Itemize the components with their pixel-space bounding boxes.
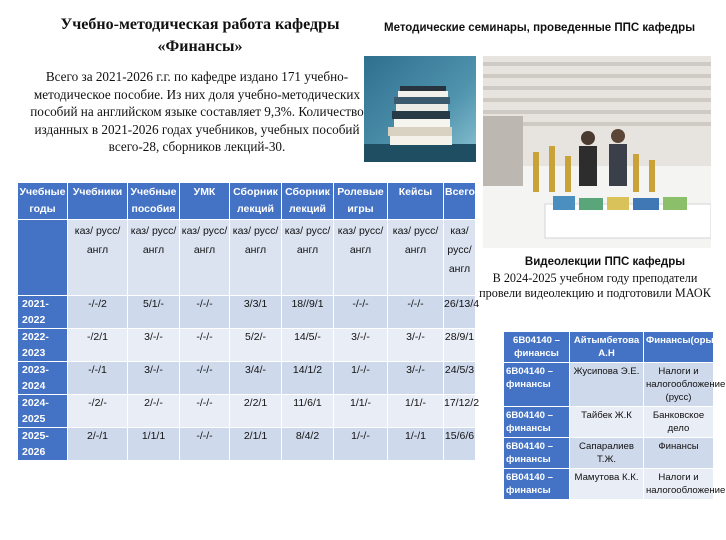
cell-lectures-1: 5/2/-	[230, 329, 282, 362]
subheader-lang: каз/ русс/ англ	[180, 220, 230, 296]
col-header-lecturer: Айтымбетова А.Н	[570, 332, 644, 363]
table-row	[18, 362, 476, 395]
program-code: 6В04140 – финансы	[504, 469, 570, 500]
cell-textbooks: -/2/-	[68, 395, 128, 428]
cell-lectures-1: 2/2/1	[230, 395, 282, 428]
col-header-umk: УМК	[180, 183, 230, 220]
table-row	[18, 329, 476, 362]
cell-role-games: -/-/-	[334, 296, 388, 329]
cell-umk: -/-/-	[180, 296, 230, 329]
cell-manuals: 2/-/-	[128, 395, 180, 428]
table-header-row	[18, 183, 476, 220]
col-header-lectures-1: Сборник лекций	[230, 183, 282, 220]
cell-lectures-2: 14/5/-	[282, 329, 334, 362]
table-row	[18, 428, 476, 461]
discipline: Финансы	[644, 438, 714, 469]
col-header-manuals: Учебные пособия	[128, 183, 180, 220]
cell-total: 28/9/1	[444, 329, 476, 362]
cell-manuals: 1/1/1	[128, 428, 180, 461]
table-row	[504, 469, 714, 500]
subheader-blank	[18, 220, 68, 296]
cell-total: 24/5/3	[444, 362, 476, 395]
video-lectures-text: В 2024-2025 учебном году преподатели провели видеолекцию и подготовили МАОК	[479, 271, 711, 300]
cell-role-games: 1/1/-	[334, 395, 388, 428]
program-code: 6В04140 – финансы	[504, 438, 570, 469]
program-code: 6В04140 – финансы	[504, 363, 570, 407]
cell-total: 15/6/6	[444, 428, 476, 461]
col-header-total: Всего	[444, 183, 476, 220]
cell-role-games: 1/-/-	[334, 428, 388, 461]
cell-lectures-1: 3/4/-	[230, 362, 282, 395]
subheader-lang: каз/ русс/ англ	[230, 220, 282, 296]
discipline: Налоги и налогообложение (русс)	[644, 363, 714, 407]
cell-lectures-2: 14/1/2	[282, 362, 334, 395]
cell-textbooks: 2/-/1	[68, 428, 128, 461]
discipline: Налоги и налогообложение	[644, 469, 714, 500]
video-lecturers-table	[503, 331, 726, 500]
cell-manuals: 5/1/-	[128, 296, 180, 329]
cell-total: 17/12/2	[444, 395, 476, 428]
col-header-discipline: Финансы(орыс)	[644, 332, 714, 363]
col-header-role-games: Ролевые игры	[334, 183, 388, 220]
cell-cases: 1/-/1	[388, 428, 444, 461]
publications-table	[17, 182, 480, 461]
table-header-row	[504, 332, 714, 363]
lecturer-name: Мамутова К.К.	[570, 469, 644, 500]
col-header-textbooks: Учебники	[68, 183, 128, 220]
col-header-lectures-2: Сборник лекций	[282, 183, 334, 220]
cell-cases: -/-/-	[388, 296, 444, 329]
cell-lectures-1: 2/1/1	[230, 428, 282, 461]
lecturer-name: Тайбек Ж.К	[570, 407, 644, 438]
col-header-years: Учебные годы	[18, 183, 68, 220]
cell-lectures-2: 18//9/1	[282, 296, 334, 329]
row-year: 2021-2022	[18, 296, 68, 329]
cell-role-games: 3/-/-	[334, 329, 388, 362]
cell-cases: 1/1/-	[388, 395, 444, 428]
table-row	[504, 407, 714, 438]
seminars-title: Методические семинары, проведенные ППС кафедры	[384, 22, 696, 34]
cell-umk: -/-/-	[180, 362, 230, 395]
cell-lectures-2: 8/4/2	[282, 428, 334, 461]
cell-role-games: 1/-/-	[334, 362, 388, 395]
table-row	[18, 395, 476, 428]
cell-textbooks: -/-/1	[68, 362, 128, 395]
table-row	[504, 363, 714, 407]
table-row	[504, 438, 714, 469]
cell-textbooks: -/2/1	[68, 329, 128, 362]
col-header-cases: Кейсы	[388, 183, 444, 220]
table-subheader-row	[18, 220, 476, 296]
row-year: 2022-2023	[18, 329, 68, 362]
subheader-lang: каз/ русс/ англ	[334, 220, 388, 296]
cell-cases: 3/-/-	[388, 329, 444, 362]
video-lectures-title: Видеолекции ППС кафедры	[524, 256, 686, 268]
discipline: Банковское дело	[644, 407, 714, 438]
page-title: Учебно-методическая работа кафедры «Финансы»	[60, 16, 340, 55]
subheader-lang: каз/ русс/ англ	[388, 220, 444, 296]
intro-paragraph: Всего за 2021-2026 г.г. по кафедре издано 171 учебно-методическое пособие. Из них доля учебно-методических пособий на английском языке составляет 9,3%. Количество изданных в 2021-2026 годах учебников, учебных пособий всего-28, сборников лекций-30.	[30, 69, 364, 154]
cell-total: 26/13/4	[444, 296, 476, 329]
lecturer-name: Сапаралиев Т.Ж.	[570, 438, 644, 469]
program-code: 6В04140 – финансы	[504, 407, 570, 438]
cell-manuals: 3/-/-	[128, 329, 180, 362]
cell-manuals: 3/-/-	[128, 362, 180, 395]
subheader-lang: каз/ русс/ англ	[282, 220, 334, 296]
books-photo	[364, 56, 476, 162]
table-row	[18, 296, 476, 329]
row-year: 2025-2026	[18, 428, 68, 461]
lecturer-name: Жусипова Э.Е.	[570, 363, 644, 407]
cell-textbooks: -/-/2	[68, 296, 128, 329]
subheader-lang: каз/ русс/ англ	[128, 220, 180, 296]
cell-lectures-2: 11/6/1	[282, 395, 334, 428]
cell-lectures-1: 3/3/1	[230, 296, 282, 329]
seminar-room-photo	[483, 56, 711, 248]
cell-umk: -/-/-	[180, 329, 230, 362]
cell-cases: 3/-/-	[388, 362, 444, 395]
row-year: 2024-2025	[18, 395, 68, 428]
row-year: 2023-2024	[18, 362, 68, 395]
cell-umk: -/-/-	[180, 395, 230, 428]
subheader-lang: каз/ русс/ англ	[68, 220, 128, 296]
cell-umk: -/-/-	[180, 428, 230, 461]
col-header-program: 6В04140 – финансы	[504, 332, 570, 363]
subheader-lang: каз/ русс/ англ	[444, 220, 476, 296]
